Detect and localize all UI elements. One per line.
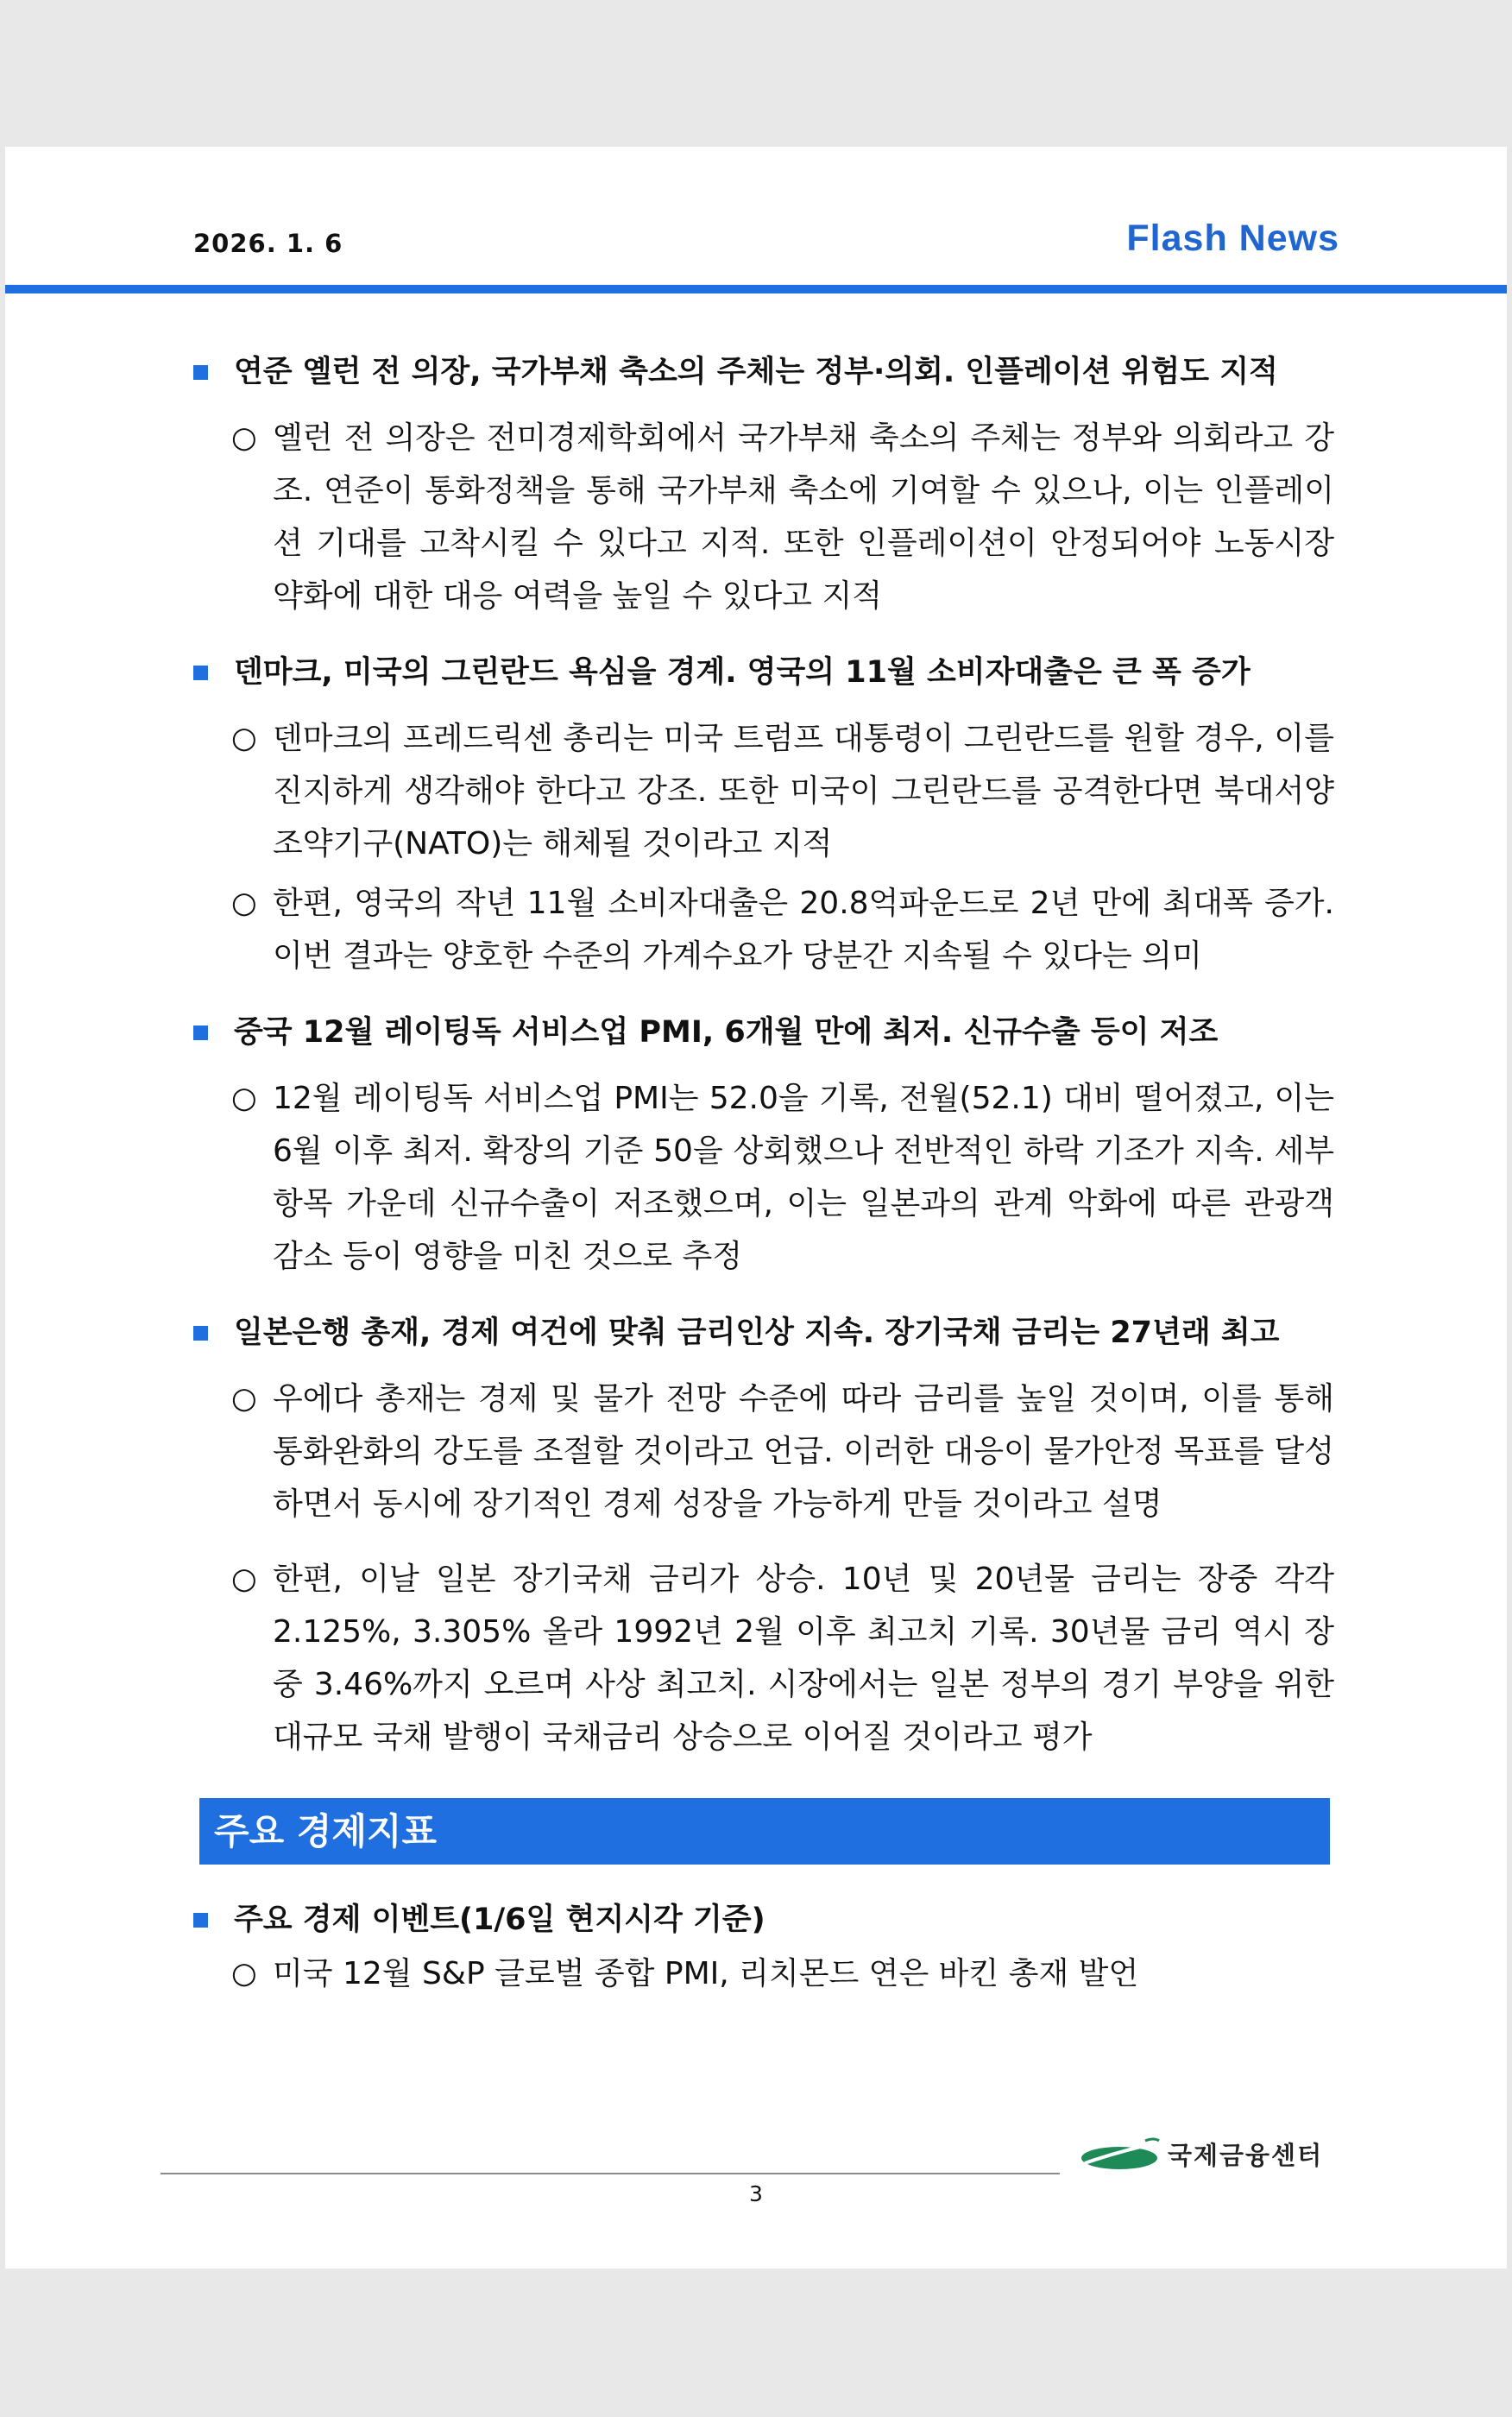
indicators-section (193, 1896, 1334, 2000)
square-bullet-icon (193, 365, 208, 380)
news-section (193, 1309, 1334, 1764)
circle-bullet-icon: ○ (231, 420, 257, 455)
paragraph-text: 우에다 총재는 경제 및 물가 전망 수준에 따라 금리를 높일 것이며, 이를 통해 통화완화의 강도를 조절할 것이라고 언급. 이러한 대응이 물가안정 목표를 달성하면서 동시에 장기적인 경제 성장을 가능하게 만들 것이라고 설명 (273, 1381, 1334, 1522)
section-band-title: 주요 경제지표 (199, 1798, 1330, 1865)
section-heading-text: 중국 12월 레이팅독 서비스업 PMI, 6개월 만에 최저. 신규수출 등이 저조 (234, 1015, 1219, 1050)
circle-bullet-icon: ○ (231, 1081, 257, 1115)
section-heading (193, 348, 1334, 396)
square-bullet-icon (193, 1913, 208, 1928)
document-page (5, 147, 1507, 2269)
circle-bullet-icon: ○ (231, 721, 257, 755)
paragraph-text: 옐런 전 의장은 전미경제학회에서 국가부채 축소의 주체는 정부와 의회라고 강조. 연준이 통화정책을 통해 국가부채 축소에 기여할 수 있으나, 이는 인플레이션 기대를 고착시킬 수 있다고 지적. 또한 인플레이션이 안정되어야 노동시장 약화에 대한 대응 여력을 높일 수 있다고 지적 (273, 420, 1334, 614)
circle-bullet-icon: ○ (231, 1562, 257, 1596)
logo-leaf-icon (1080, 2137, 1162, 2172)
paragraph (231, 877, 1334, 982)
content-body (193, 348, 1334, 2000)
square-bullet-icon (193, 1025, 208, 1040)
report-date: 2026. 1. 6 (193, 229, 343, 258)
news-section (193, 348, 1334, 622)
section-heading-text: 주요 경제 이벤트(1/6일 현지시각 기준) (234, 1903, 765, 1937)
circle-bullet-icon: ○ (231, 886, 257, 920)
section-heading (193, 648, 1334, 697)
paragraph (231, 1373, 1334, 1530)
paragraph-text: 12월 레이팅독 서비스업 PMI는 52.0을 기록, 전월(52.1) 대비 떨어졌고, 이는 6월 이후 최저. 확장의 기준 50을 상회했으나 전반적인 하락 기조가 지속. 세부항목 가운데 신규수출이 저조했으며, 이는 일본과의 관계 악화에 따른 관광객 감소 등이 영향을 미친 것으로 추정 (273, 1081, 1334, 1274)
paragraph (231, 712, 1334, 870)
paragraph (231, 1553, 1334, 1764)
logo-text: 국제금융센터 (1168, 2141, 1324, 2170)
brand-title: Flash News (1126, 218, 1339, 259)
news-section (193, 1008, 1334, 1283)
news-section (193, 648, 1334, 982)
square-bullet-icon (193, 666, 208, 680)
circle-bullet-icon: ○ (231, 1381, 257, 1416)
section-heading (193, 1008, 1334, 1057)
section-heading (193, 1896, 1334, 1944)
header-divider (5, 285, 1507, 293)
paragraph (231, 412, 1334, 622)
square-bullet-icon (193, 1326, 208, 1341)
paragraph-text: 한편, 이날 일본 장기국채 금리가 상승. 10년 및 20년물 금리는 장중 각각 2.125%, 3.305% 올라 1992년 2월 이후 최고치 기록. 30년물 금리 역시 장중 3.46%까지 오르며 사상 최고치. 시장에서는 일본 정부의 경기 부양을 위한 대규모 국채 발행이 국채금리 상승으로 이어질 것이라고 평가 (273, 1562, 1334, 1755)
paragraph-text: 덴마크의 프레드릭센 총리는 미국 트럼프 대통령이 그린란드를 원할 경우, 이를 진지하게 생각해야 한다고 강조. 또한 미국이 그린란드를 공격한다면 북대서양조약기구(NATO)는 해체될 것이라고 지적 (273, 721, 1334, 861)
paragraph-text: 한편, 영국의 작년 11월 소비자대출은 20.8억파운드로 2년 만에 최대폭 증가. 이번 결과는 양호한 수준의 가계수요가 당분간 지속될 수 있다는 의미 (273, 886, 1334, 974)
paragraph (231, 1947, 1334, 2000)
footer-divider (161, 2173, 1060, 2174)
circle-bullet-icon: ○ (231, 1956, 257, 1991)
paragraph-text: 미국 12월 S&P 글로벌 종합 PMI, 리치몬드 연은 바킨 총재 발언 (273, 1956, 1139, 1991)
section-heading-text: 연준 옐런 전 의장, 국가부채 축소의 주체는 정부·의회. 인플레이션 위험도 지적 (234, 355, 1278, 389)
section-heading (193, 1309, 1334, 1357)
paragraph (231, 1072, 1334, 1283)
page-number: 3 (749, 2181, 763, 2206)
organization-logo (1080, 2136, 1323, 2172)
section-heading-text: 덴마크, 미국의 그린란드 욕심을 경계. 영국의 11월 소비자대출은 큰 폭 증가 (234, 655, 1251, 690)
section-heading-text: 일본은행 총재, 경제 여건에 맞춰 금리인상 지속. 장기국채 금리는 27년래 최고 (234, 1316, 1280, 1350)
